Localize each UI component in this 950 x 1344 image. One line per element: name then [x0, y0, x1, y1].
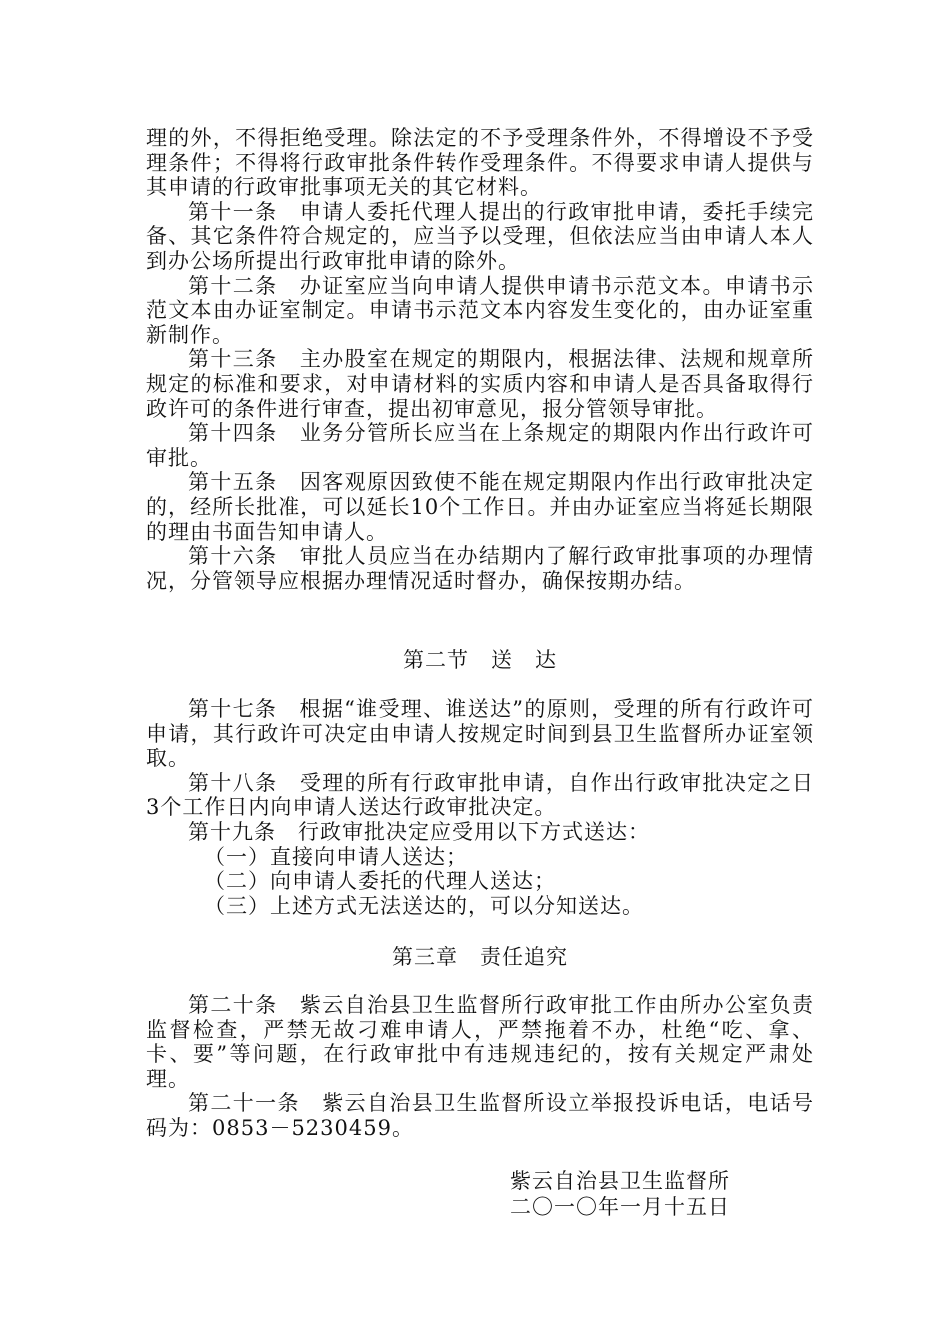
article-15: 第十五条 因客观原因致使不能在规定期限内作出行政审批决定的，经所长批准，可以延长10个工作日。并由办证室应当将延长期限的理由书面告知申请人。 — [146, 470, 814, 544]
signature-date: 二〇一〇年一月十五日 — [510, 1195, 730, 1219]
paragraph-continuation: 理的外，不得拒绝受理。除法定的不予受理条件外，不得增设不予受理条件；不得将行政审批条件转作受理条件。不得要求申请人提供与其申请的行政审批事项无关的其它材料。 — [146, 126, 814, 200]
delivery-method-1: （一）直接向申请人送达； — [204, 844, 468, 869]
signature-block — [510, 1168, 810, 1220]
section-review-articles — [146, 126, 814, 593]
article-20: 第二十条 紫云自治县卫生监督所行政审批工作由所办公室负责监督检查，严禁无故刁难申请人，严禁拖着不办，杜绝“吃、拿、卡、要”等问题，在行政审批中有违规违纪的，按有关规定严肃处理。 — [146, 993, 814, 1091]
delivery-method-2: （二）向申请人委托的代理人送达； — [204, 869, 556, 894]
article-16: 第十六条 审批人员应当在办结期内了解行政审批事项的办理情况，分管领导应根据办理情况适时督办，确保按期办结。 — [146, 544, 814, 593]
article-14: 第十四条 业务分管所长应当在上条规定的期限内作出行政许可审批。 — [146, 421, 814, 470]
article-11: 第十一条 申请人委托代理人提出的行政审批申请，委托手续完备、其它条件符合规定的，应当予以受理，但依法应当由申请人本人到办公场所提出行政审批申请的除外。 — [146, 199, 814, 273]
article-18: 第十八条 受理的所有行政审批申请，自作出行政审批决定之日3个工作日内向申请人送达行政审批决定。 — [146, 770, 814, 820]
article-19: 第十九条 行政审批决定应受用以下方式送达： — [188, 819, 650, 844]
article-21: 第二十一条 紫云自治县卫生监督所设立举报投诉电话，电话号码为：0853－5230459。 — [146, 1091, 814, 1140]
section-accountability-articles — [146, 993, 814, 1141]
article-12: 第十二条 办证室应当向申请人提供申请书示范文本。申请书示范文本由办证室制定。申请书示范文本内容发生变化的，由办证室重新制作。 — [146, 273, 814, 347]
article-17: 第十七条 根据“谁受理、谁送达”的原则，受理的所有行政许可申请，其行政许可决定由申请人按规定时间到县卫生监督所办证室领取。 — [146, 697, 814, 771]
chapter-heading-accountability: 第三章 责任追究 — [392, 945, 568, 969]
delivery-method-3: （三）上述方式无法送达的，可以分知送达。 — [204, 893, 644, 918]
section-delivery-articles — [146, 697, 814, 918]
section-heading-delivery: 第二节 送 达 — [403, 648, 557, 672]
signature-organization: 紫云自治县卫生监督所 — [510, 1169, 730, 1193]
article-13: 第十三条 主办股室在规定的期限内，根据法律、法规和规章所规定的标准和要求，对申请材料的实质内容和申请人是否具备取得行政许可的条件进行审查，提出初审意见，报分管领导审批。 — [146, 347, 814, 421]
